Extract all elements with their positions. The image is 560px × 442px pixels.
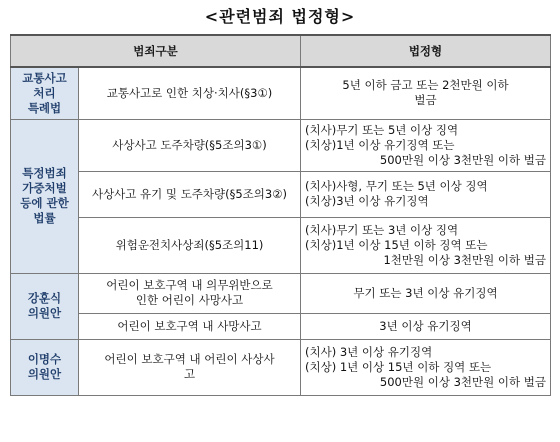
penalty-line: 무기 또는 3년 이상 유기징역	[353, 285, 498, 300]
header-penalty: 법정형	[301, 35, 551, 67]
table-row	[11, 273, 551, 313]
table-row	[11, 313, 551, 339]
penalty-line: 5년 이하 금고 또는 2천만원 이하	[342, 78, 509, 93]
penalty-line: (치상)1년 이상 유기징역 또는	[305, 137, 455, 152]
penalty-cell	[301, 171, 551, 217]
penalty-line: 벌금	[414, 93, 437, 108]
penalty-line: (치사)무기 또는 5년 이상 징역	[305, 122, 459, 137]
category-cell: 어린이 보호구역 내 의무위반으로 인한 어린이 사망사고	[79, 273, 301, 313]
penalty-cell	[301, 67, 551, 119]
penalty-line: (치사)무기 또는 3년 이상 징역	[305, 222, 459, 237]
penalty-cell	[301, 119, 551, 171]
penalty-cell	[301, 339, 551, 395]
penalty-line: (치상) 1년 이상 15년 이하 징역 또는	[305, 359, 492, 374]
table-row	[11, 67, 551, 119]
group-label: 이명수 의원안	[11, 339, 79, 395]
page-title: <관련범죄 법정형>	[204, 7, 356, 26]
penalty-line: (치사) 3년 이상 유기징역	[305, 344, 433, 359]
penalty-cell	[301, 273, 551, 313]
table-header-row	[11, 35, 551, 67]
table-row	[11, 339, 551, 395]
penalty-line: (치사)사형, 무기 또는 5년 이상 징역	[305, 179, 488, 193]
penalty-line: 500만원 이상 3천만원 이하 벌금	[379, 374, 546, 389]
table-row	[11, 171, 551, 217]
penalty-cell	[301, 313, 551, 339]
category-cell: 교통사고로 인한 치상·치사(§3①)	[79, 67, 301, 119]
penalty-line: (치상)1년 이상 15년 이하 징역 또는	[305, 237, 488, 252]
category-cell: 어린이 보호구역 내 어린이 사상사 고	[79, 339, 301, 395]
group-label: 특정범죄 가중처벌 등에 관한 법률	[11, 119, 79, 273]
category-cell: 어린이 보호구역 내 사망사고	[79, 313, 301, 339]
category-cell: 위험운전치사상죄(§5조의11)	[79, 217, 301, 273]
group-label: 강훈식 의원안	[11, 273, 79, 339]
group-label: 교통사고 처리 특례법	[11, 67, 79, 119]
header-category: 범죄구분	[11, 35, 301, 67]
table-row	[11, 217, 551, 273]
category-cell: 사상사고 도주차량(§5조의3①)	[79, 119, 301, 171]
penalty-line: (치상)3년 이상 유기징역	[305, 194, 429, 208]
penalty-line: 3년 이상 유기징역	[379, 318, 472, 333]
penalty-line: 500만원 이상 3천만원 이하 벌금	[379, 152, 546, 167]
category-cell: 사상사고 유기 및 도주차량(§5조의3②)	[79, 171, 301, 217]
penalty-table	[10, 34, 551, 396]
table-row	[11, 119, 551, 171]
penalty-line: 1천만원 이상 3천만원 이하 벌금	[383, 252, 546, 267]
penalty-cell	[301, 217, 551, 273]
